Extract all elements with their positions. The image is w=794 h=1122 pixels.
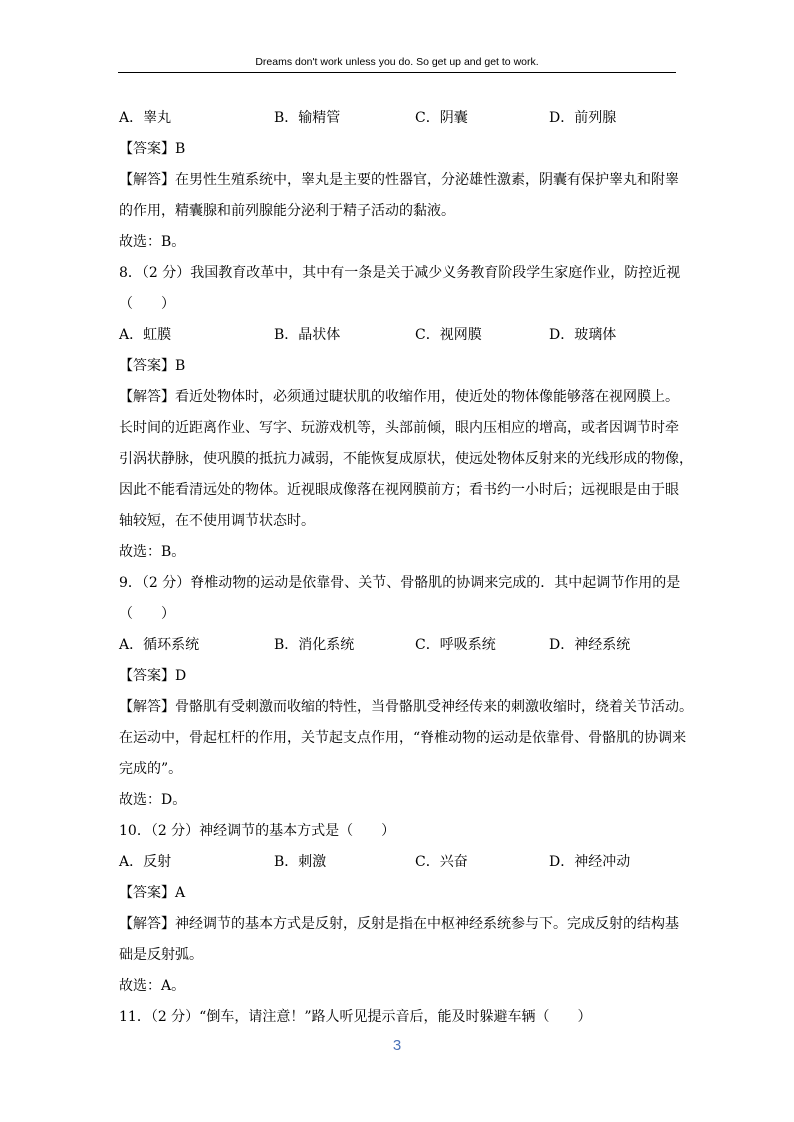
q8-options xyxy=(119,320,679,351)
q9-conclusion: 故选：D。 xyxy=(119,792,187,808)
q9-analysis-line: 【解答】骨骼肌有受刺激而收缩的特性，当骨骼肌受神经传来的刺激收缩时，绕着关节活动。 xyxy=(119,699,693,715)
q9-option-a: A．循环系统 xyxy=(119,637,200,653)
q9-stem: 9．（2 分）脊椎动物的运动是依靠骨、关节、骨骼肌的协调来完成的．其中起调节作用的是 xyxy=(119,575,681,591)
q9-stem-blank: （ ） xyxy=(119,606,175,622)
q9-answer: 【答案】D xyxy=(119,668,187,684)
q9-option-d: D．神经系统 xyxy=(549,637,631,653)
q8-option-a: A．虹膜 xyxy=(119,327,172,343)
q10-option-d: D．神经冲动 xyxy=(549,854,631,870)
q10-options xyxy=(119,847,679,878)
q7-analysis-line: 【解答】在男性生殖系统中，睾丸是主要的性器官，分泌雄性激素，阴囊有保护睾丸和附睾 xyxy=(119,172,679,188)
q10-stem: 10．（2 分）神经调节的基本方式是（ ） xyxy=(119,823,396,839)
q8-option-c: C．视网膜 xyxy=(415,327,482,343)
q10-analysis-line: 础是反射弧。 xyxy=(119,947,203,963)
q7-option-c: C．阴囊 xyxy=(415,110,468,126)
q8-answer: 【答案】B xyxy=(119,358,186,374)
q7-analysis-line: 的作用，精囊腺和前列腺能分泌利于精子活动的黏液。 xyxy=(119,203,455,219)
q8-analysis-line: 引涡状静脉，使巩膜的抵抗力减弱，不能恢复成原状，使远处物体反射来的光线形成的物像， xyxy=(119,451,693,467)
q9-analysis-line: 完成的”。 xyxy=(119,761,183,777)
q8-stem: 8．（2 分）我国教育改革中，其中有一条是关于减少义务教育阶段学生家庭作业，防控近视 xyxy=(119,265,681,281)
page-content xyxy=(119,103,693,1033)
q8-option-b: B．晶状体 xyxy=(274,327,341,343)
q10-conclusion: 故选：A。 xyxy=(119,978,186,994)
q10-analysis-line: 【解答】神经调节的基本方式是反射，反射是指在中枢神经系统参与下。完成反射的结构基 xyxy=(119,916,679,932)
page-number: 3 xyxy=(392,1037,402,1054)
q8-option-d: D．玻璃体 xyxy=(549,327,617,343)
q10-option-a: A．反射 xyxy=(119,854,172,870)
q9-option-c: C．呼吸系统 xyxy=(415,637,496,653)
q8-conclusion: 故选：B。 xyxy=(119,544,186,560)
q9-analysis-line: 在运动中，骨起杠杆的作用，关节起支点作用，“脊椎动物的运动是依靠骨、骨骼肌的协调来 xyxy=(119,730,687,746)
q9-option-b: B．消化系统 xyxy=(274,637,355,653)
q10-option-b: B．刺激 xyxy=(274,854,327,870)
q8-analysis-line: 长时间的近距离作业、写字、玩游戏机等，头部前倾，眼内压相应的增高，或者因调节时牵 xyxy=(119,420,679,436)
q7-option-a: A．睾丸 xyxy=(119,110,172,126)
q7-answer: 【答案】B xyxy=(119,141,186,157)
q10-answer: 【答案】A xyxy=(119,885,186,901)
q9-options xyxy=(119,630,679,661)
header-divider xyxy=(118,72,676,73)
q7-option-d: D．前列腺 xyxy=(549,110,617,126)
q7-option-b: B．输精管 xyxy=(274,110,341,126)
q7-options xyxy=(119,103,679,134)
q8-analysis-line: 【解答】看近处物体时，必须通过睫状肌的收缩作用，使近处的物体像能够落在视网膜上。 xyxy=(119,389,679,405)
page-header-motto: Dreams don't work unless you do. So get up and get to work. xyxy=(255,56,539,68)
q7-conclusion: 故选：B。 xyxy=(119,234,186,250)
q8-stem-blank: （ ） xyxy=(119,296,175,312)
q8-analysis-line: 因此不能看清远处的物体。近视眼成像落在视网膜前方；看书约一小时后；远视眼是由于眼 xyxy=(119,482,679,498)
q11-stem: 11．（2 分）“倒车，请注意！”路人听见提示音后，能及时躲避车辆（ ） xyxy=(119,1009,592,1025)
q10-option-c: C．兴奋 xyxy=(415,854,468,870)
q8-analysis-line: 轴较短，在不使用调节状态时。 xyxy=(119,513,315,529)
